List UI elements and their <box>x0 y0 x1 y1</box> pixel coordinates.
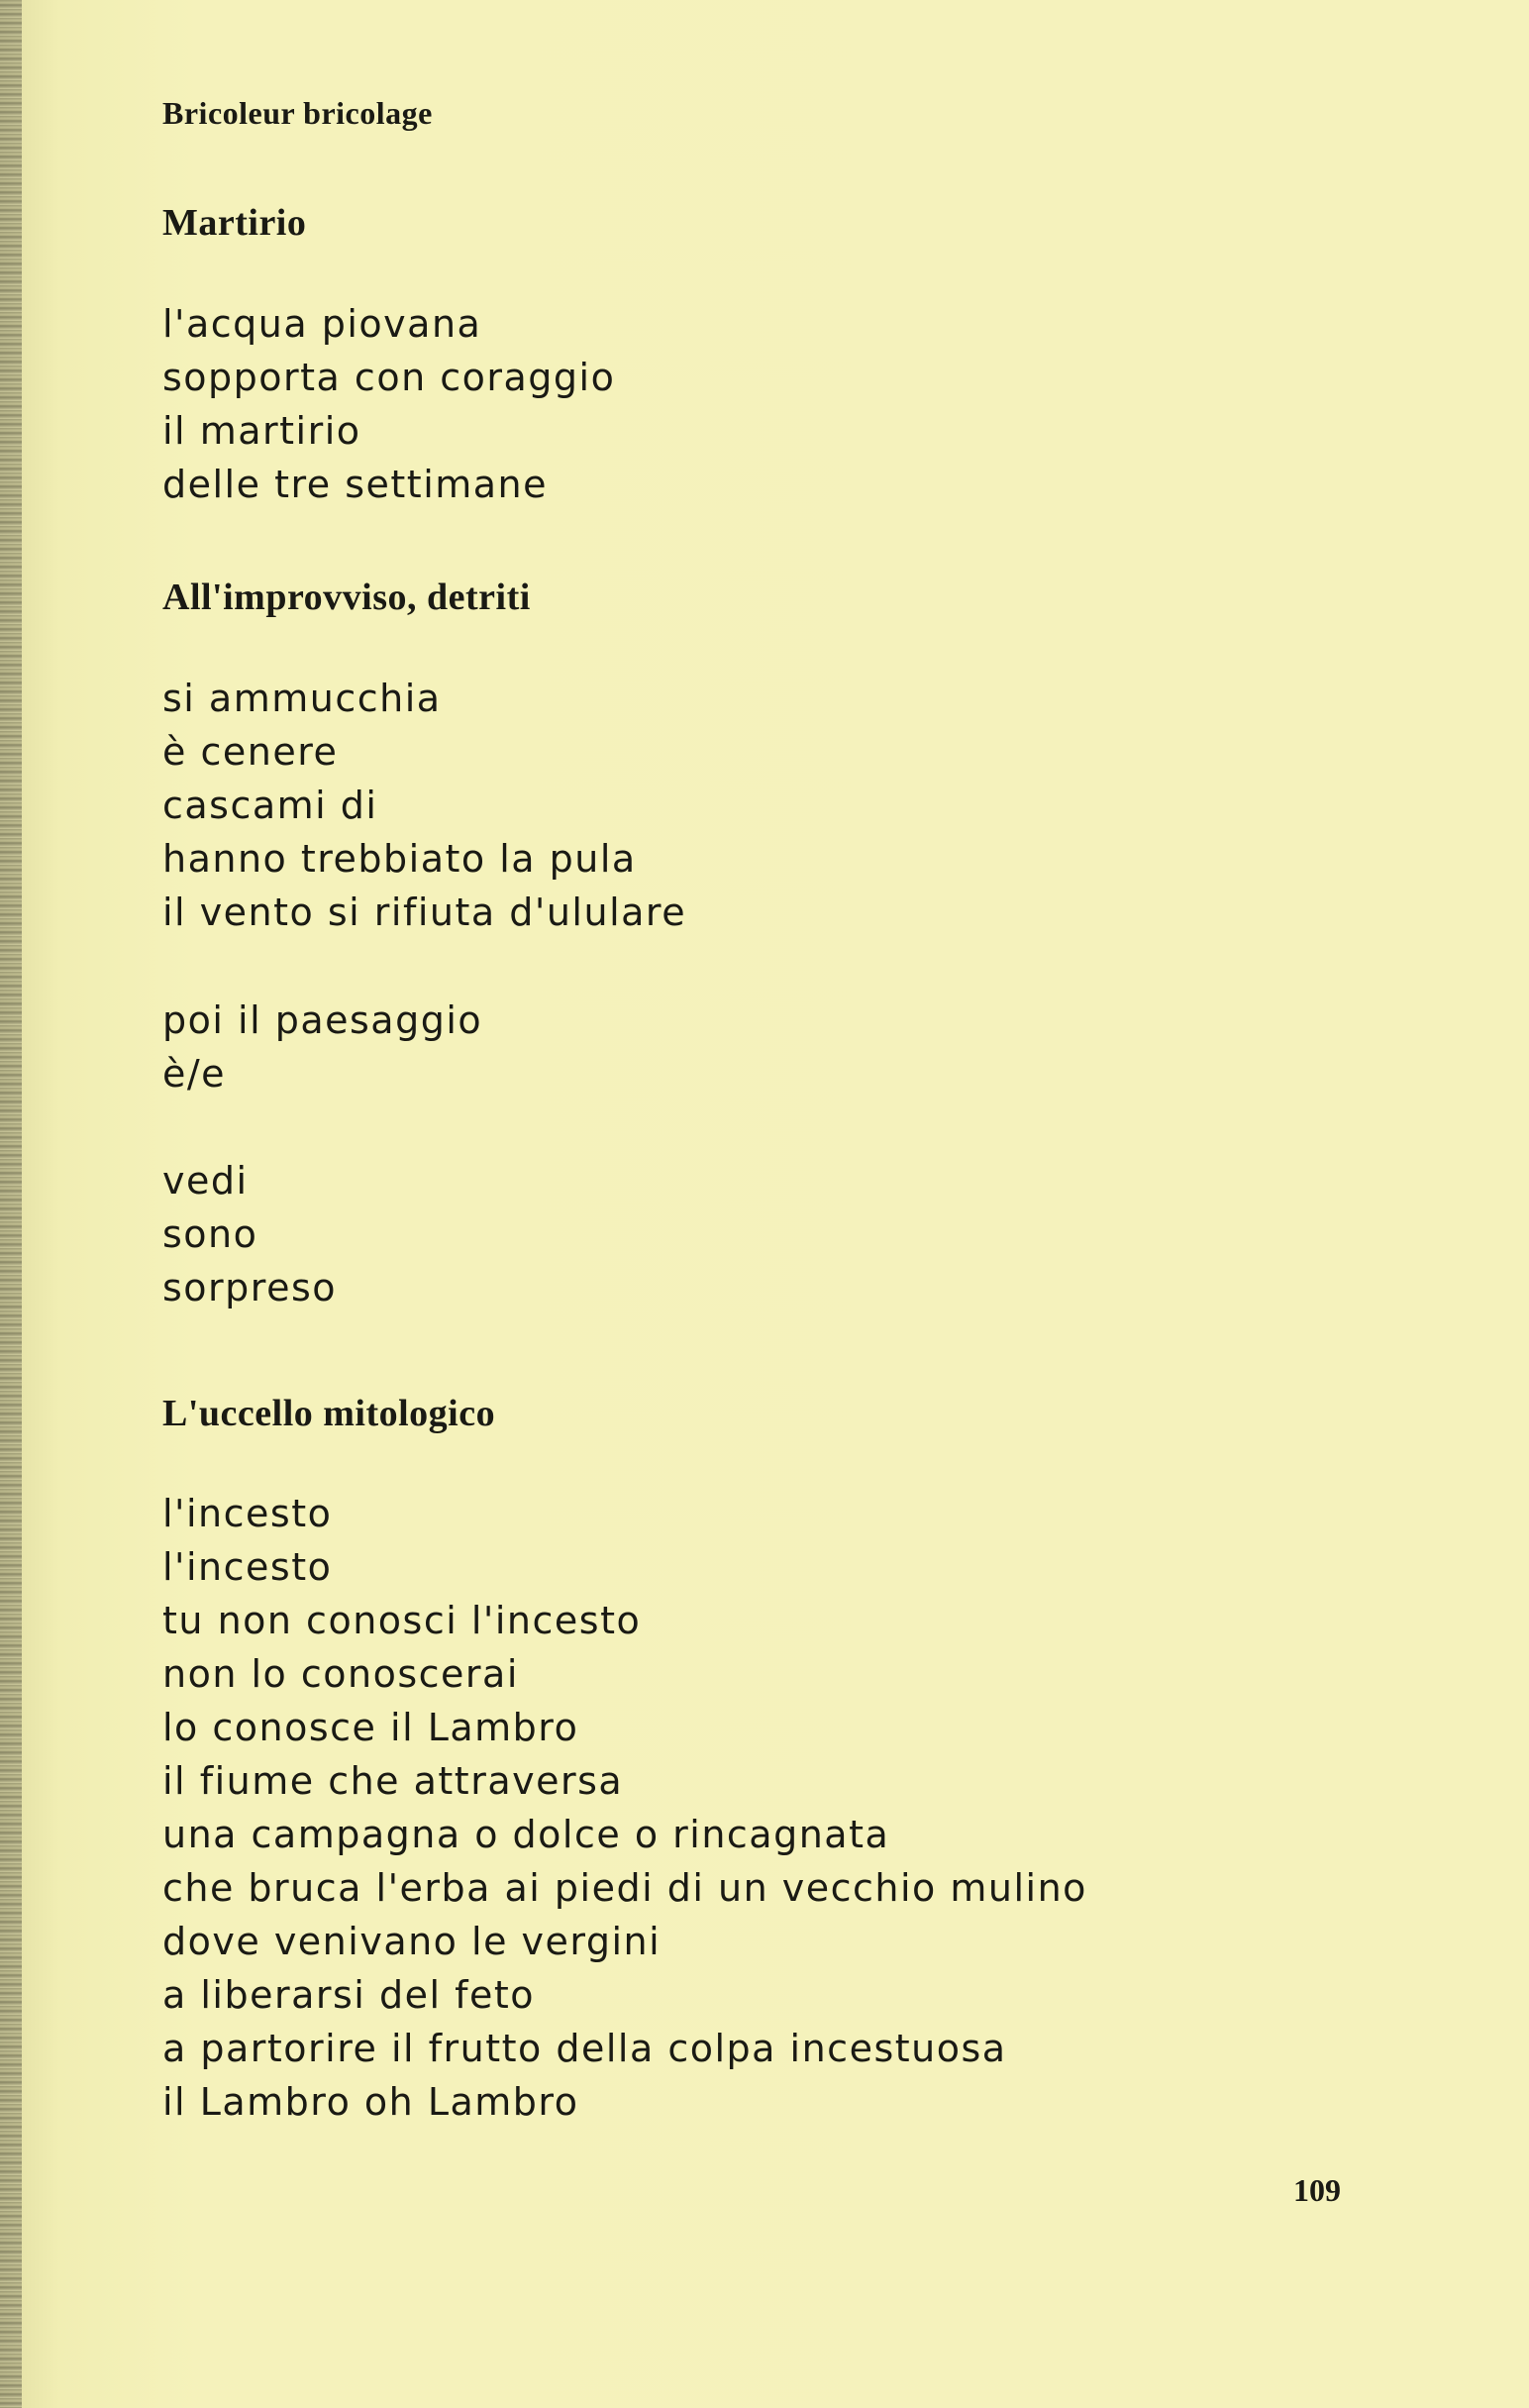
poem-line: cascami di <box>162 784 378 827</box>
stanza <box>162 672 686 939</box>
poem-line: il vento si rifiuta d'ululare <box>162 890 687 934</box>
stanza <box>162 297 615 511</box>
poem-line: a partorire il frutto della colpa incestuosa <box>162 2027 1007 2070</box>
poem-line: il Lambro oh Lambro <box>162 2080 579 2124</box>
poem-line: una campagna o dolce o rincagnata <box>162 1813 890 1856</box>
poem-line: è cenere <box>162 730 339 774</box>
poem-line: sopporta con coraggio <box>162 356 616 399</box>
poem-line: lo conosce il Lambro <box>162 1706 579 1749</box>
poem-line: sono <box>162 1212 258 1256</box>
poem-title-uccello: L'uccello mitologico <box>162 1393 496 1434</box>
poem-line: l'acqua piovana <box>162 302 482 346</box>
poem-line: si ammucchia <box>162 677 442 720</box>
stanza <box>162 994 482 1100</box>
poem-title-improvviso: All'improvviso, detriti <box>162 576 531 618</box>
page-gutter-shadow <box>0 0 22 2408</box>
poem-line: non lo conoscerai <box>162 1652 519 1696</box>
running-head: Bricoleur bricolage <box>162 95 433 131</box>
poem-line: il martirio <box>162 409 361 453</box>
stanza <box>162 1487 1087 2129</box>
page-number: 109 <box>1293 2172 1341 2208</box>
poem-line: hanno trebbiato la pula <box>162 837 637 881</box>
poem-line: è/e <box>162 1052 227 1096</box>
poem-line: a liberarsi del feto <box>162 1973 535 2017</box>
poem-title-martirio: Martirio <box>162 202 307 244</box>
poem-line: l'incesto <box>162 1492 333 1535</box>
poem-line: tu non conosci l'incesto <box>162 1599 642 1642</box>
stanza <box>162 1154 337 1314</box>
poem-line: sorpreso <box>162 1266 338 1309</box>
poem-line: dove venivano le vergini <box>162 1920 662 1963</box>
poem-line: che bruca l'erba ai piedi di un vecchio mulino <box>162 1866 1087 1910</box>
poem-line: delle tre settimane <box>162 463 549 506</box>
poem-line: l'incesto <box>162 1545 333 1589</box>
poem-line: il fiume che attraversa <box>162 1759 624 1803</box>
poem-line: poi il paesaggio <box>162 998 483 1042</box>
poem-line: vedi <box>162 1159 249 1203</box>
